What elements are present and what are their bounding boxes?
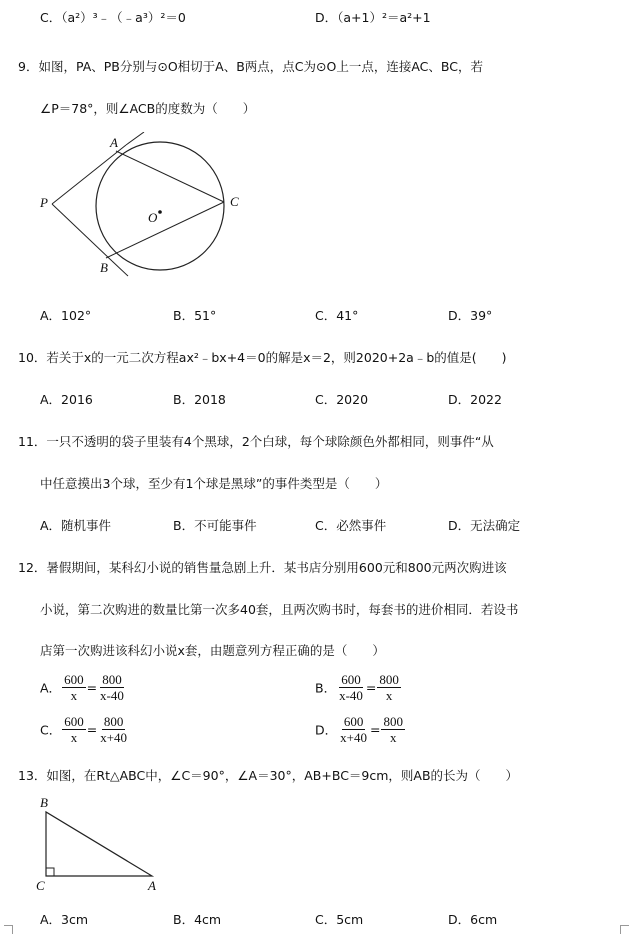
q11-text-line2: 中任意摸出3个球，至少有1个球是黑球”的事件类型是（ ） <box>40 476 388 491</box>
tangent-pa-extension <box>126 132 144 145</box>
q13-option-b: B．4cm <box>173 912 222 927</box>
crop-mark-bottom-left <box>4 925 13 934</box>
q12-text-line1: 12．暑假期间，某科幻小说的销售量急剧上升．某书店分别用600元和800元两次购进该 <box>18 560 507 575</box>
q9-circle-tangent-figure <box>36 132 256 282</box>
tangent-pb <box>52 204 112 261</box>
q13-option-a: A．3cm <box>40 912 89 927</box>
q9-text-line1: 9．如图，PA、PB分别与⊙O相切于A、B两点，点C为⊙O上一点，连接AC、BC，若 <box>18 59 483 74</box>
prev-option-d: D．（a+1）²＝a²+1 <box>315 10 431 25</box>
tangent-pb-extension <box>112 261 128 276</box>
label-p: P <box>40 195 48 210</box>
q10-option-a: A．2016 <box>40 392 93 407</box>
q10-text-line1: 10．若关于x的一元二次方程ax²﹣bx+4＝0的解是x＝2，则2020+2a﹣b的值是( ) <box>18 350 507 365</box>
q9-option-a: A．102° <box>40 308 92 323</box>
chord-ac <box>116 151 224 202</box>
prev-option-c: C．（a²）³﹣（﹣a³）²＝0 <box>40 10 186 25</box>
q13-right-triangle-figure <box>30 794 170 894</box>
label-c: C <box>36 878 45 893</box>
label-a: A <box>148 878 156 893</box>
center-point-o <box>158 210 162 214</box>
q9-option-d: D．39° <box>448 308 493 323</box>
q10-option-b: B．2018 <box>173 392 226 407</box>
label-o: O <box>148 210 158 225</box>
q12-option-b: B． $\frac{600}{x-40}$ = $\frac{800}{x}$ <box>315 672 399 703</box>
tangent-pa <box>52 145 126 204</box>
q11-option-b: B．不可能事件 <box>173 518 257 533</box>
q11-option-c: C．必然事件 <box>315 518 387 533</box>
q10-option-d: D．2022 <box>448 392 502 407</box>
q10-option-c: C．2020 <box>315 392 369 407</box>
q12-text-line2: 小说，第二次购进的数量比第一次多40套，且两次购书时，每套书的进价相同．若设书 <box>40 602 519 617</box>
q11-option-d: D．无法确定 <box>448 518 521 533</box>
q13-option-d: D．6cm <box>448 912 498 927</box>
circle-o <box>96 142 224 270</box>
label-b: B <box>40 795 48 810</box>
q9-option-c: C．41° <box>315 308 359 323</box>
q12-option-a: A． $\frac{600}{x}$ = $\frac{800}{x-40}$ <box>40 672 124 703</box>
q11-option-a: A．随机事件 <box>40 518 112 533</box>
q12-text-line3: 店第一次购进该科幻小说x套，由题意列方程正确的是（ ） <box>40 643 385 658</box>
crop-mark-bottom-right <box>620 925 629 934</box>
q11-text-line1: 11．一只不透明的袋子里装有4个黑球，2个白球，每个球除颜色外都相同，则事件“从 <box>18 434 494 449</box>
q9-text-line2: ∠P＝78°，则∠ACB的度数为（ ） <box>40 101 256 116</box>
q9-option-b: B．51° <box>173 308 217 323</box>
q13-text-line1: 13．如图，在Rt△ABC中，∠C＝90°，∠A＝30°，AB+BC＝9cm，则AB的长为（ ） <box>18 768 519 783</box>
triangle-abc <box>46 812 152 876</box>
label-a: A <box>110 135 118 150</box>
label-c: C <box>230 194 239 209</box>
q12-option-d: D． $\frac{600}{x+40}$ = $\frac{800}{x}$ <box>315 714 403 745</box>
label-b: B <box>100 260 108 275</box>
q12-option-c: C． $\frac{600}{x}$ = $\frac{800}{x+40}$ <box>40 714 128 745</box>
q13-option-c: C．5cm <box>315 912 364 927</box>
right-angle-mark <box>46 868 54 876</box>
